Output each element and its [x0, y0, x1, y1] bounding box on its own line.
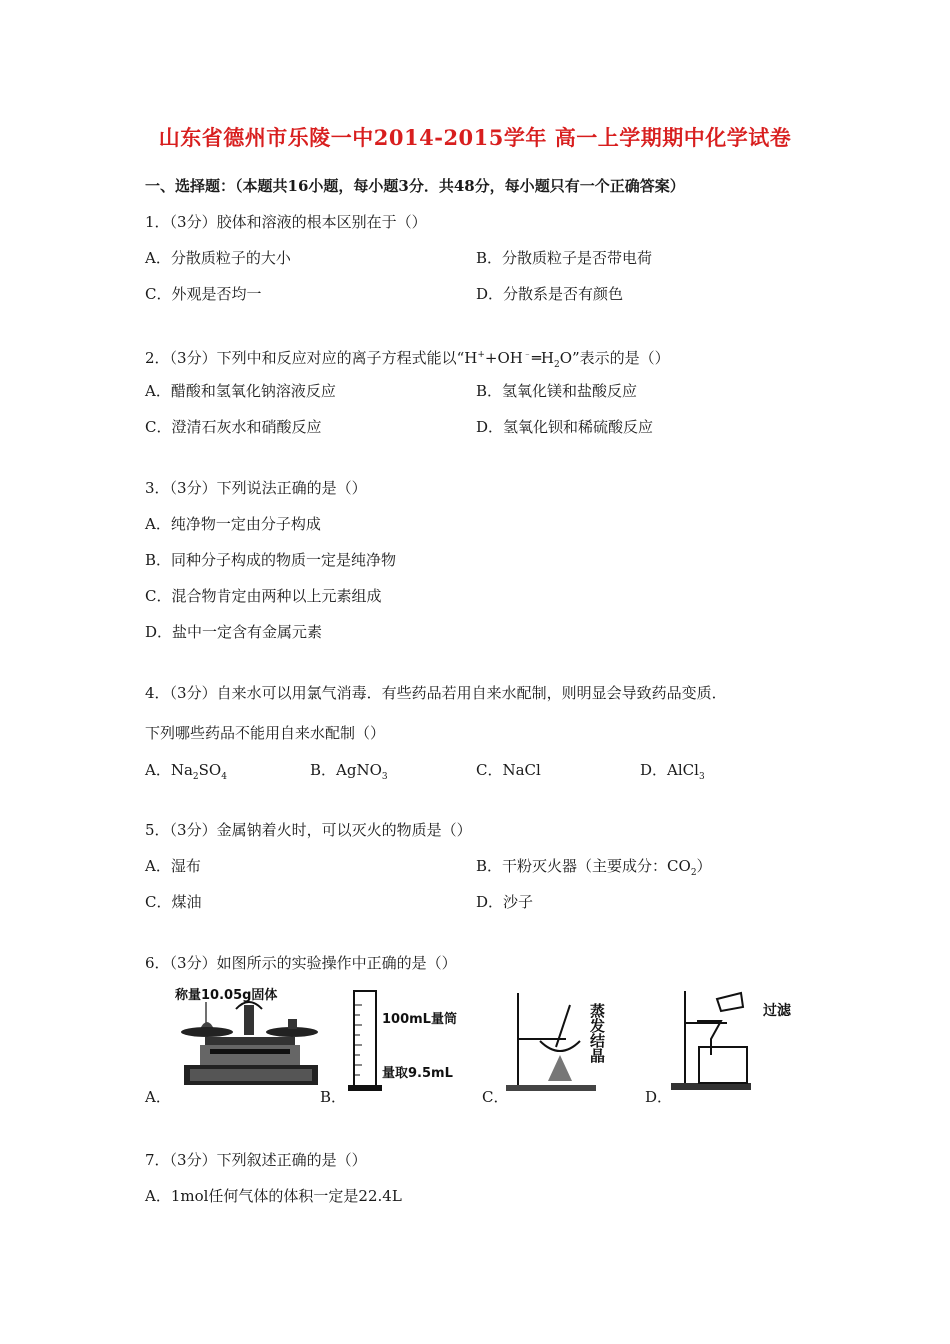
q5-b-text: ） — [696, 857, 712, 875]
q2-option-c: C．澄清石灰水和硝酸反应 — [145, 418, 322, 436]
figure-a-balance — [170, 985, 330, 1095]
question-4-stem-line2: 下列哪些药品不能用自来水配制（） — [145, 724, 386, 742]
q5-option-d: D．沙子 — [476, 893, 534, 911]
q2-stem-part: 2．（3分）下列中和反应对应的离子方程式能以“H — [145, 349, 478, 367]
q4-d-sub: 3 — [698, 772, 705, 782]
figure-c-label: 蒸发结晶 — [588, 1003, 606, 1063]
q4-b-text: B．AgNO — [310, 761, 382, 779]
q2-stem-part: +OH — [484, 349, 523, 367]
question-7-stem: 7．（3分）下列叙述正确的是（） — [145, 1151, 367, 1169]
q4-option-b — [310, 760, 388, 787]
q2-stem-part: ═H — [531, 349, 554, 367]
figure-d-filtration — [665, 985, 795, 1095]
q4-b-sub: 3 — [381, 772, 388, 782]
question-2-stem — [145, 345, 670, 375]
question-3-stem: 3．（3分）下列说法正确的是（） — [145, 479, 367, 497]
q4-option-a — [145, 760, 227, 787]
q6-option-d: D． — [645, 1088, 673, 1106]
q2-stem-part: O”表示的是（） — [559, 349, 670, 367]
q3-option-a: A．纯净物一定由分子构成 — [145, 515, 321, 533]
figure-b-label-1: 100mL量筒 — [382, 1012, 457, 1027]
q4-option-d — [640, 760, 705, 787]
question-6-stem: 6．（3分）如图所示的实验操作中正确的是（） — [145, 954, 457, 972]
figure-d-label: 过滤 — [763, 1003, 791, 1019]
q3-option-c: C．混合物肯定由两种以上元素组成 — [145, 587, 382, 605]
q2-sup-minus: ﹣ — [522, 350, 532, 360]
q1-option-a: A．分散质粒子的大小 — [145, 249, 291, 267]
q1-option-b: B．分散质粒子是否带电荷 — [476, 249, 653, 267]
q4-a-text: SO — [198, 761, 222, 779]
q3-option-d: D．盐中一定含有金属元素 — [145, 623, 323, 641]
q6-option-b: B． — [320, 1088, 347, 1106]
q4-a-sub: 4 — [221, 772, 227, 782]
q5-option-c: C．煤油 — [145, 893, 202, 911]
q3-option-b: B．同种分子构成的物质一定是纯净物 — [145, 551, 397, 569]
q1-option-c: C．外观是否均一 — [145, 285, 262, 303]
exam-title: 山东省德州市乐陵一中2014-2015学年 高一上学期期中化学试卷 — [158, 125, 792, 150]
q5-b-sub: 2 — [690, 868, 697, 878]
figure-c-evaporation — [500, 985, 630, 1095]
q1-option-d: D．分散系是否有颜色 — [476, 285, 624, 303]
q4-d-text: D．AlCl — [640, 761, 699, 779]
section-heading: 一、选择题：（本题共16小题，每小题3分．共48分，每小题只有一个正确答案） — [145, 177, 685, 195]
question-5-stem: 5．（3分）金属钠着火时，可以灭火的物质是（） — [145, 821, 472, 839]
q6-option-c: C． — [482, 1088, 509, 1106]
q7-option-a: A．1mol任何气体的体积一定是22.4L — [145, 1187, 402, 1205]
q4-a-text: A．Na — [145, 761, 193, 779]
q5-option-b — [476, 856, 712, 883]
q5-b-text: B．干粉灭火器（主要成分：CO — [476, 857, 691, 875]
figure-b-label-2: 量取9.5mL — [382, 1066, 453, 1081]
q4-a-sub: 2 — [192, 772, 199, 782]
question-1-stem: 1．（3分）胶体和溶液的根本区别在于（） — [145, 213, 427, 231]
q4-option-c: C．NaCl — [476, 761, 541, 779]
q2-option-a: A．醋酸和氢氧化钠溶液反应 — [145, 382, 336, 400]
figure-b-cylinder — [340, 985, 480, 1095]
figure-a-label: 称量10.05g固体 — [175, 988, 278, 1003]
q2-option-d: D．氢氧化钡和稀硫酸反应 — [476, 418, 654, 436]
q2-sup-plus: + — [477, 350, 485, 360]
q6-option-a: A． — [145, 1088, 171, 1106]
q5-option-a: A．湿布 — [145, 857, 201, 875]
q2-option-b: B．氢氧化镁和盐酸反应 — [476, 382, 638, 400]
q2-sub-2: 2 — [553, 360, 560, 370]
question-4-stem-line1: 4．（3分）自来水可以用氯气消毒．有些药品若用自来水配制，则明显会导致药品变质． — [145, 684, 727, 702]
